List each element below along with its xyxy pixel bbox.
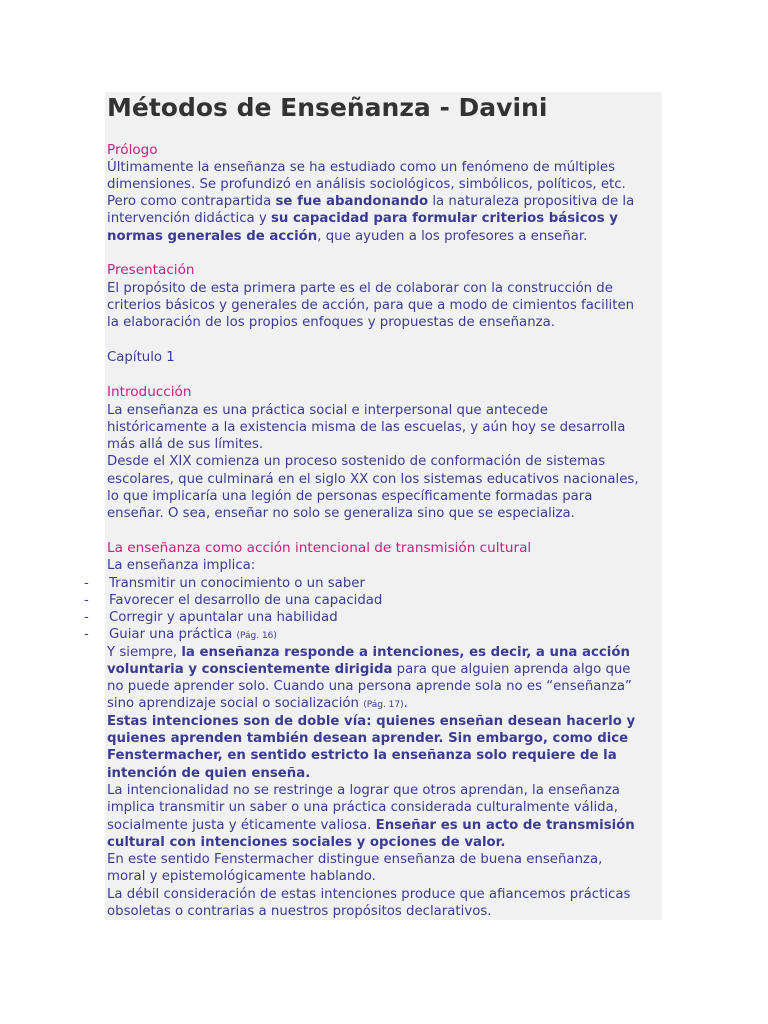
document-title: Métodos de Enseñanza - Davini — [107, 93, 548, 122]
paragraph-line: la elaboración de los propios enfoques y propuestas de enseñanza. — [107, 315, 555, 330]
paragraph-line: La débil consideración de estas intenciones produce que afiancemos prácticas — [107, 887, 631, 902]
paragraph-line: moral y epistemológicamente hablando. — [107, 869, 376, 884]
bold-text-run: Enseñar es un acto de transmisión — [375, 818, 635, 833]
paragraph-line: más allá de sus límites. — [107, 437, 264, 452]
paragraph-line: En este sentido Fenstermacher distingue enseñanza de buena enseñanza, — [107, 852, 603, 867]
list-item: Favorecer el desarrollo de una capacidad — [109, 593, 383, 608]
page-reference: (Pág. 17) — [363, 700, 404, 710]
text-run: sino aprendizaje social o socialización — [107, 696, 364, 711]
paragraph-line — [107, 193, 634, 210]
paragraph-line: Fenstermacher, en sentido estricto la enseñanza solo requiere de la — [107, 748, 617, 763]
list-item: Transmitir un conocimiento o un saber — [109, 576, 365, 591]
bold-text-run: normas generales de acción — [107, 229, 318, 244]
list-intro: La enseñanza implica: — [107, 558, 256, 573]
page-reference: (Pág. 16) — [236, 631, 277, 641]
text-run: Guiar una práctica — [109, 627, 237, 642]
list-item — [109, 626, 277, 645]
paragraph-line: Estas intenciones son de doble vía: quienes enseñan desean hacerlo y — [107, 714, 636, 729]
paragraph-line — [107, 210, 618, 227]
paragraph-line: Desde el XIX comienza un proceso sostenido de conformación de sistemas — [107, 454, 606, 469]
paragraph-line: enseñar. O sea, enseñar no solo se generaliza sino que se especializa. — [107, 506, 575, 521]
text-run: Y siempre, — [107, 645, 182, 660]
paragraph-line: cultural con intenciones sociales y opciones de valor. — [107, 835, 506, 850]
bold-text-run: la enseñanza responde a intenciones, es decir, a una acción — [181, 645, 630, 660]
bold-text-run: se fue abandonando — [275, 194, 429, 209]
paragraph-line — [107, 817, 635, 834]
section-heading-presentacion: Presentación — [107, 262, 195, 278]
text-run: , que ayuden a los profesores a enseñar. — [317, 229, 588, 244]
section-heading-prologo: Prólogo — [107, 142, 158, 158]
paragraph-line: intención de quien enseña. — [107, 766, 311, 781]
text-run: para que alguien aprenda algo que — [392, 662, 631, 677]
section-heading-accion-intencional: La enseñanza como acción intencional de transmisión cultural — [107, 540, 532, 556]
text-run: socialmente justa y éticamente valiosa. — [107, 818, 376, 833]
paragraph-line: criterios básicos y generales de acción, para que a modo de cimientos faciliten — [107, 298, 635, 313]
paragraph-line: implica transmitir un saber o una práctica considerada culturalmente válida, — [107, 800, 618, 815]
paragraph-line: obsoletas o contrarias a nuestros propósitos declarativos. — [107, 904, 492, 919]
paragraph-line — [107, 228, 587, 245]
paragraph-line: históricamente a la existencia misma de las escuelas, y aún hoy se desarrolla — [107, 420, 626, 435]
paragraph-line: Últimamente la enseñanza se ha estudiado como un fenómeno de múltiples — [107, 160, 615, 175]
paragraph-line: quienes aprenden también desean aprender. Sin embargo, como dice — [107, 731, 629, 746]
paragraph-line: no puede aprender solo. Cuando una persona aprende sola no es “enseñanza” — [107, 679, 632, 694]
paragraph-line — [107, 661, 631, 678]
bullet-marker: - — [84, 627, 89, 642]
paragraph-line: lo que implicaría una legión de personas específicamente formadas para — [107, 489, 593, 504]
paragraph-line: escolares, que culminará en el siglo XX con los sistemas educativos nacionales, — [107, 472, 639, 487]
text-run: la naturaleza propositiva de la — [428, 194, 635, 209]
paragraph-line: La enseñanza es una práctica social e interpersonal que antecede — [107, 403, 548, 418]
paragraph-line: La intencionalidad no se restringe a lograr que otros aprendan, la enseñanza — [107, 783, 620, 798]
paragraph-line: El propósito de esta primera parte es el de colaborar con la construcción de — [107, 281, 613, 296]
bold-text-run: voluntaria y conscientemente dirigida — [107, 662, 393, 677]
list-item: Corregir y apuntalar una habilidad — [109, 610, 338, 625]
bullet-marker: - — [84, 576, 89, 591]
bullet-marker: - — [84, 610, 89, 625]
paragraph-line — [107, 695, 408, 714]
section-heading-introduccion: Introducción — [107, 384, 192, 400]
bold-text-run: su capacidad para formular criterios básicos y — [270, 211, 618, 226]
bullet-marker: - — [84, 593, 89, 608]
text-run: Pero como contrapartida — [107, 194, 276, 209]
paragraph-line: dimensiones. Se profundizó en análisis sociológicos, simbólicos, políticos, etc. — [107, 177, 626, 192]
text-run: intervención didáctica y — [107, 211, 271, 226]
text-run: . — [403, 696, 408, 711]
paragraph-line — [107, 644, 630, 661]
chapter-label: Capítulo 1 — [107, 350, 175, 365]
